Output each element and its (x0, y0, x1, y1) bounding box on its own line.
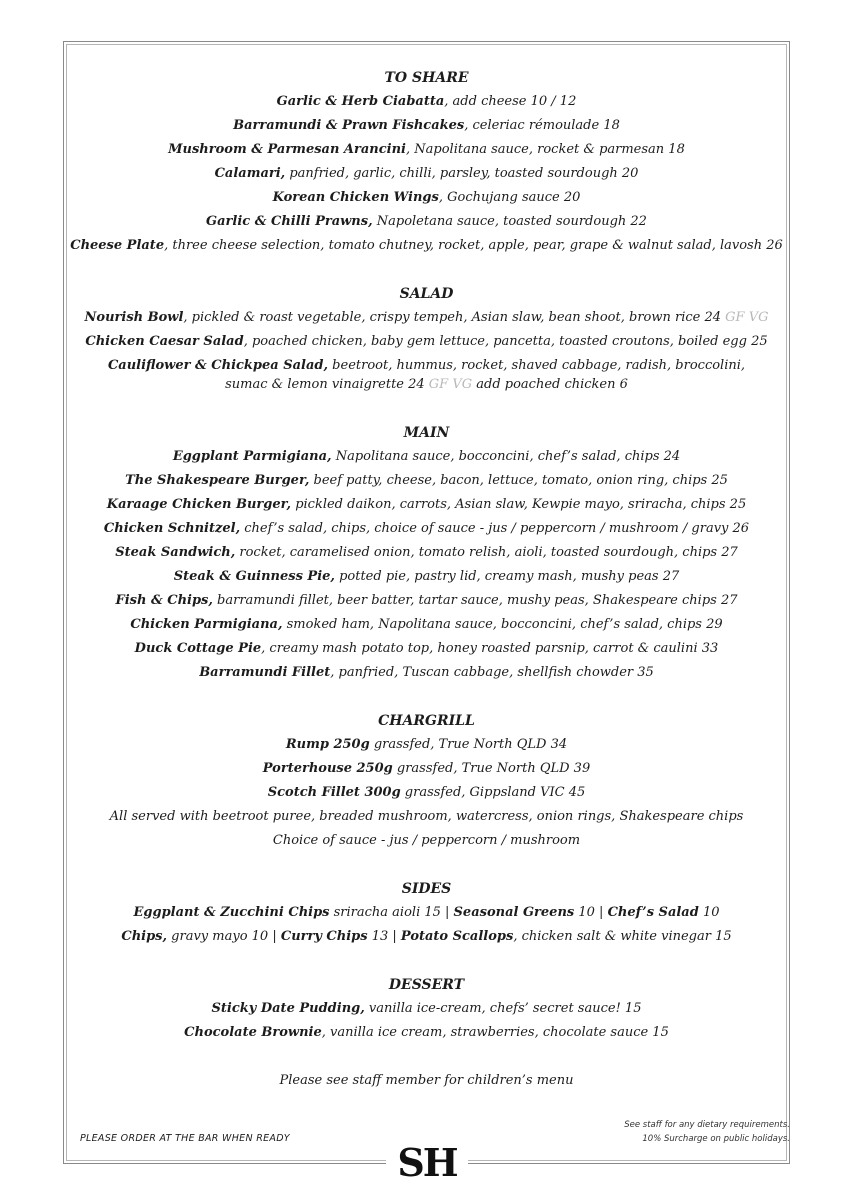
menu-item (66, 589, 787, 613)
dietary-surcharge-note (624, 1118, 790, 1146)
sides-line (66, 901, 787, 925)
item-name: Steak & Guinness Pie, (173, 569, 335, 584)
item-description: beef patty, cheese, bacon, lettuce, tomato, onion ring, chips 25 (309, 473, 728, 488)
item-description: 10 | (574, 905, 608, 920)
item-description: , Gochujang sauce 20 (438, 190, 581, 205)
brand-logo (386, 1140, 468, 1188)
menu-item (66, 637, 787, 661)
menu-item (66, 306, 787, 330)
item-description: sriracha aioli 15 | (329, 905, 454, 920)
section-title-salad: SALAD (399, 286, 454, 302)
logo-text: SH (397, 1140, 457, 1185)
menu-item (66, 1021, 787, 1045)
menu-content (66, 66, 787, 1093)
menu-item (66, 210, 787, 234)
item-name: Garlic & Herb Ciabatta (276, 94, 445, 109)
item-name: Steak Sandwich, (115, 545, 236, 560)
menu-item (66, 445, 787, 469)
item-name: Eggplant Parmigiana, (172, 449, 332, 464)
menu-item (66, 138, 787, 162)
item-addon: add poached chicken 6 (472, 377, 628, 392)
item-name: Duck Cottage Pie (134, 641, 262, 656)
item-description: smoked ham, Napolitana sauce, bocconcini, chef’s salad, chips 29 (282, 617, 723, 632)
item-description: , pickled & roast vegetable, crispy tempeh, Asian slaw, bean shoot, brown rice 24 (183, 310, 726, 325)
menu-item (66, 354, 787, 397)
section-title-main: MAIN (403, 425, 450, 441)
section-title-dessert: DESSERT (388, 977, 465, 993)
item-name: Chef’s Salad (607, 905, 699, 920)
section-title-chargrill: CHARGRILL (378, 713, 475, 729)
menu-item (66, 517, 787, 541)
item-name: Karaage Chicken Burger, (106, 497, 292, 512)
item-description: chef’s salad, chips, choice of sauce - jus / peppercorn / mushroom / gravy 26 (240, 521, 750, 536)
item-description: , three cheese selection, tomato chutney, rocket, apple, pear, grape & walnut salad, lavosh 26 (164, 238, 783, 253)
item-name: Mushroom & Parmesan Arancini (168, 142, 406, 157)
item-name: Chicken Schnitzel, (103, 521, 241, 536)
menu-item (66, 493, 787, 517)
menu-item (66, 565, 787, 589)
item-name: Garlic & Chilli Prawns, (206, 214, 373, 229)
item-description: potted pie, pastry lid, creamy mash, mushy peas 27 (334, 569, 680, 584)
item-description: , Napolitana sauce, rocket & parmesan 18 (406, 142, 685, 157)
item-description: pickled daikon, carrots, Asian slaw, Kewpie mayo, sriracha, chips 25 (291, 497, 747, 512)
item-description: grassfed, Gippsland VIC 45 (400, 785, 586, 800)
item-name: Eggplant & Zucchini Chips (133, 905, 330, 920)
item-name: Cauliflower & Chickpea Salad, (107, 358, 329, 373)
item-description: , vanilla ice cream, strawberries, chocolate sauce 15 (321, 1025, 669, 1040)
item-description: rocket, caramelised onion, tomato relish, aioli, toasted sourdough, chips 27 (235, 545, 738, 560)
item-description: , poached chicken, baby gem lettuce, pancetta, toasted croutons, boiled egg 25 (243, 334, 768, 349)
section-title-sides: SIDES (401, 881, 452, 897)
item-description: Napolitana sauce, bocconcini, chef’s salad, chips 24 (331, 449, 681, 464)
item-name: Barramundi Fillet (199, 665, 331, 680)
menu-item (66, 186, 787, 210)
item-name: Korean Chicken Wings (272, 190, 439, 205)
item-name: Potato Scallops (400, 929, 514, 944)
item-name: Rump 250g (285, 737, 370, 752)
item-name: The Shakespeare Burger, (125, 473, 310, 488)
item-name: Sticky Date Pudding, (211, 1001, 365, 1016)
item-description: grassfed, True North QLD 34 (369, 737, 568, 752)
surcharge-note: 10% Surcharge on public holidays. (642, 1134, 790, 1144)
item-name: Chips, (121, 929, 168, 944)
item-name: Scotch Fillet 300g (267, 785, 401, 800)
item-name: Barramundi & Prawn Fishcakes (233, 118, 465, 133)
item-name: Curry Chips (280, 929, 368, 944)
dietary-tag: GF VG (428, 377, 473, 392)
menu-item (66, 330, 787, 354)
item-description: , chicken salt & white vinegar 15 (513, 929, 732, 944)
item-description: vanilla ice-cream, chefs’ secret sauce! 15 (364, 1001, 642, 1016)
item-name: Cheese Plate (70, 238, 165, 253)
item-description: grassfed, True North QLD 39 (392, 761, 591, 776)
sides-line (66, 925, 787, 949)
dietary-note: See staff for any dietary requirements. (624, 1120, 790, 1130)
item-description: , panfried, Tuscan cabbage, shellfish chowder 35 (330, 665, 654, 680)
chargrill-note: All served with beetroot puree, breaded mushroom, watercress, onion rings, Shakespeare chips (109, 809, 744, 824)
menu-item (66, 661, 787, 685)
dietary-tag: GF VG (725, 310, 769, 325)
menu-item (66, 114, 787, 138)
menu-item (66, 613, 787, 637)
children-menu-note: Please see staff member for children’s menu (279, 1073, 574, 1088)
chargrill-sauce-note: Choice of sauce - jus / peppercorn / mushroom (272, 833, 581, 848)
item-name: Porterhouse 250g (262, 761, 393, 776)
item-name: Seasonal Greens (453, 905, 575, 920)
item-description: , add cheese 10 / 12 (444, 94, 577, 109)
menu-item (66, 733, 787, 757)
item-description: beetroot, hummus, rocket, shaved cabbage, radish, broccolini, (328, 358, 746, 373)
menu-item (66, 469, 787, 493)
item-description: 10 (698, 905, 720, 920)
item-description: Napoletana sauce, toasted sourdough 22 (372, 214, 647, 229)
item-description: 13 | (367, 929, 401, 944)
menu-item (66, 234, 787, 258)
item-name: Chicken Parmigiana, (130, 617, 283, 632)
item-name: Chicken Caesar Salad (85, 334, 244, 349)
item-name: Calamari, (214, 166, 286, 181)
item-description-cont: sumac & lemon vinaigrette 24 (225, 377, 429, 392)
item-description: panfried, garlic, chilli, parsley, toasted sourdough 20 (285, 166, 639, 181)
menu-item (66, 541, 787, 565)
section-title-to-share: TO SHARE (384, 70, 469, 86)
item-name: Chocolate Brownie (184, 1025, 322, 1040)
item-description: , creamy mash potato top, honey roasted parsnip, carrot & caulini 33 (261, 641, 719, 656)
menu-item (66, 757, 787, 781)
item-description: gravy mayo 10 | (167, 929, 281, 944)
menu-item (66, 781, 787, 805)
item-description: , celeriac rémoulade 18 (464, 118, 620, 133)
menu-item (66, 90, 787, 114)
menu-item (66, 997, 787, 1021)
item-name: Nourish Bowl (84, 310, 184, 325)
menu-item (66, 162, 787, 186)
item-name: Fish & Chips, (115, 593, 213, 608)
order-at-bar-note: PLEASE ORDER AT THE BAR WHEN READY (80, 1133, 290, 1144)
item-description: barramundi fillet, beer batter, tartar sauce, mushy peas, Shakespeare chips 27 (212, 593, 738, 608)
